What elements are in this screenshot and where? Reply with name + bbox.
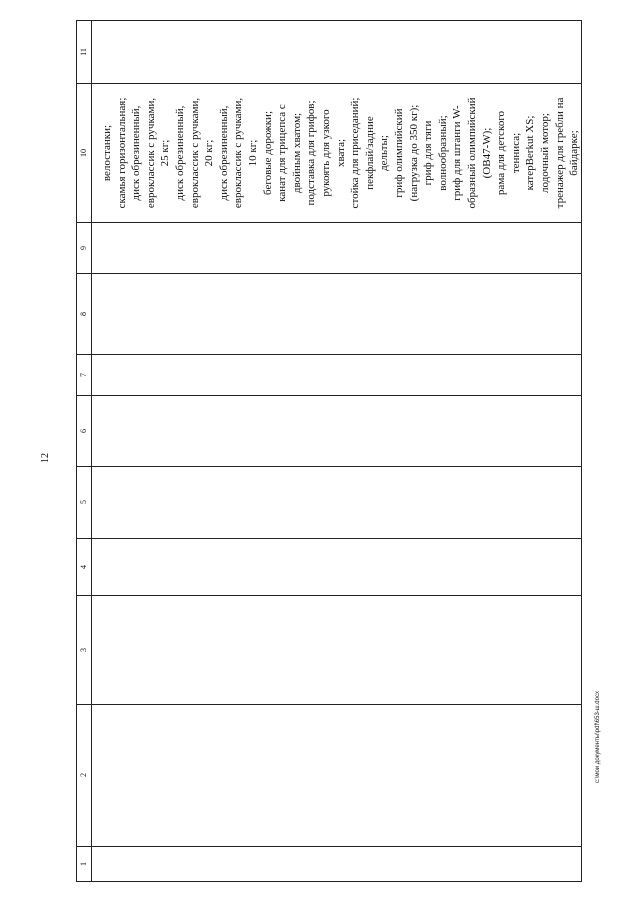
equipment-list-line: диск обрезиненный, (130, 105, 143, 201)
equipment-list-line: 10 кг; (247, 139, 259, 167)
column-number-1: 1 (79, 861, 88, 866)
equipment-list-line: беговые дорожки; (261, 111, 274, 195)
equipment-list-line: волнообразный; (436, 115, 449, 191)
column-separator (77, 538, 582, 539)
equipment-list-line: рукоять для узкого (320, 109, 332, 197)
equipment-list-line: катерBerkut XS; (524, 115, 537, 191)
equipment-list-line: рама для детского (495, 110, 508, 196)
equipment-list-line: канат для трицепса с (276, 104, 289, 202)
equipment-list-line: (OB47-W); (480, 127, 493, 179)
column-separator (77, 222, 582, 223)
equipment-list-line: скамья горизонтальная; (115, 97, 128, 209)
equipment-list-line: пекфлай/задние (363, 116, 376, 190)
equipment-list-line: 25 кг; (159, 139, 172, 167)
column-number-8: 8 (79, 311, 88, 316)
column-separator (77, 395, 582, 396)
equipment-list-line: двойным хватом; (290, 112, 303, 194)
column-separator (77, 466, 582, 467)
column-separator (77, 595, 582, 596)
equipment-list-line: дельты; (378, 135, 391, 171)
column-number-9: 9 (79, 245, 88, 250)
column-number-4: 4 (79, 564, 88, 569)
equipment-list-line: гриф для тяги (422, 120, 435, 186)
column-number-5: 5 (79, 500, 88, 504)
column-separator (77, 846, 582, 847)
equipment-list-line: подставка для грифов; (305, 100, 318, 206)
equipment-list-line: тенниса; (509, 132, 522, 174)
equipment-list-line: байдарке; (568, 130, 581, 176)
table-border-bottom (77, 881, 582, 882)
page-number: 12 (40, 453, 51, 463)
equipment-list-cell (92, 84, 580, 222)
equipment-list-line: евроклассик с ручками, (144, 97, 157, 209)
equipment-list-line: велостанки; (101, 124, 113, 182)
equipment-list-line: гриф олимпийский (393, 108, 405, 198)
equipment-list-line: евроклассик с ручками, (232, 97, 245, 209)
equipment-list-line: хвата; (334, 138, 347, 168)
table-border-right (581, 20, 582, 882)
column-number-6: 6 (79, 428, 88, 433)
equipment-list-line: 20 кг; (203, 139, 216, 167)
column-separator (77, 704, 582, 705)
equipment-list-line: образный олимпийский (466, 97, 478, 209)
equipment-list-line: диск обрезиненный, (217, 105, 230, 201)
footer-file-path: c:\мои документы\pdf\653-ш.docx (595, 691, 601, 783)
column-separator (77, 354, 582, 355)
equipment-list-line: евроклассик с ручками, (188, 97, 201, 209)
column-number-3: 3 (79, 647, 88, 652)
column-number-10: 10 (79, 148, 88, 157)
equipment-list-line: (нагрузка до 350 кг); (407, 104, 420, 202)
column-separator (77, 273, 582, 274)
table-border-top (77, 20, 582, 21)
column-number-2: 2 (79, 773, 88, 777)
equipment-list-line: гриф для штанги W- (451, 105, 464, 201)
column-number-11: 11 (78, 47, 88, 56)
equipment-list-line: стойка для приседаний; (349, 97, 362, 209)
equipment-list-line: тренажер для гребли на (553, 97, 566, 209)
equipment-list-line: диск обрезиненный, (174, 105, 186, 201)
column-number-7: 7 (79, 372, 88, 377)
equipment-list-line: лодочный мотор; (539, 113, 551, 193)
